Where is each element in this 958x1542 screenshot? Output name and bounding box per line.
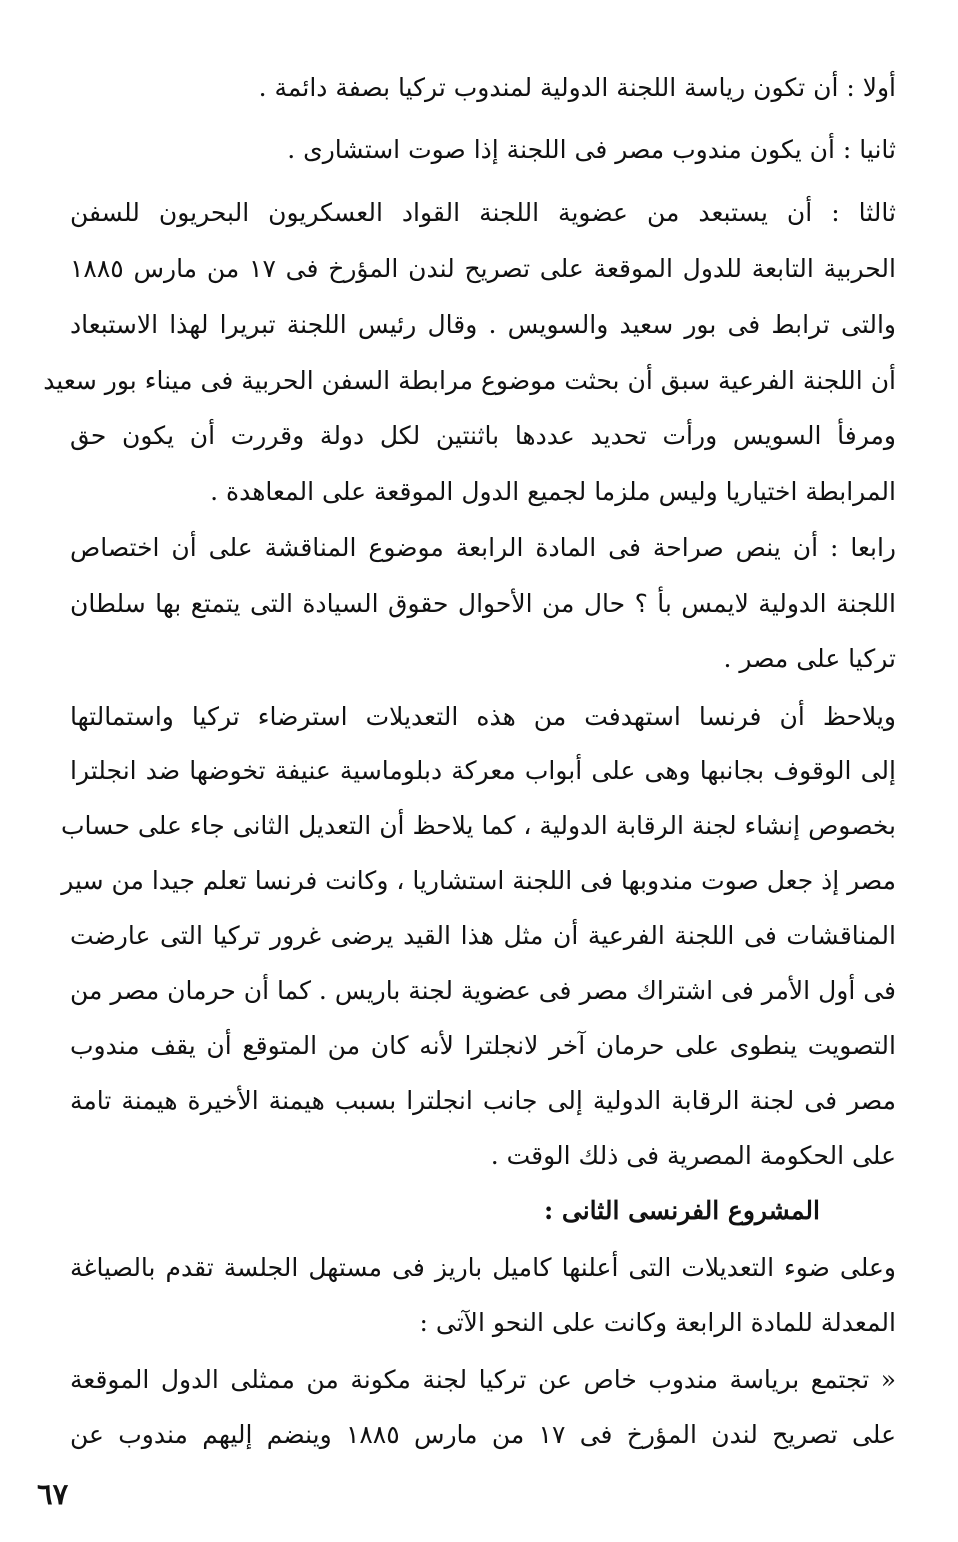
paragraph-line: أن اللجنة الفرعية سبق أن بحثت موضوع مرابطة السفن الحربية فى ميناء بور سعيد (43, 366, 896, 395)
paragraph-line: المرابطة اختياريا وليس ملزما لجميع الدول الموقعة على المعاهدة . (210, 477, 896, 506)
paragraph-line: المناقشات فى اللجنة الفرعية أن مثل هذا القيد يرضى غرور تركيا التى عارضت (70, 921, 896, 950)
paragraph-line: ثالثا : أن يستبعد من عضوية اللجنة القواد العسكريون البحريون للسفن (70, 198, 896, 227)
paragraph-line: إلى الوقوف بجانبها وهى على أبواب معركة دبلوماسية عنيفة تخوضها ضد انجلترا (70, 756, 896, 785)
paragraph-line: مصر إذ جعل صوت مندوبها فى اللجنة استشاريا ، وكانت فرنسا تعلم جيدا من سير (61, 866, 896, 895)
paragraph-line: والتى ترابط فى بور سعيد والسويس . وقال رئيس اللجنة تبريرا لهذا الاستبعاد (70, 310, 896, 339)
paragraph-line: التصويت ينطوى على حرمان آخر لانجلترا لأنه كان من المتوقع أن يقف مندوب (70, 1031, 896, 1060)
quoted-line: « تجتمع برياسة مندوب خاص عن تركيا لجنة مكونة من ممثلى الدول الموقعة (70, 1365, 896, 1394)
paragraph-line: ومرفأ السويس ورأت تحديد عددها باثنتين لكل دولة وقررت أن يكون حق (70, 421, 896, 450)
paragraph-line: على الحكومة المصرية فى ذلك الوقت . (490, 1141, 896, 1170)
paragraph-line: تركيا على مصر . (723, 644, 896, 673)
paragraph-line: ثانيا : أن يكون مندوب مصر فى اللجنة إذا صوت استشارى . (287, 135, 896, 164)
paragraph-line: رابعا : أن ينص صراحة فى المادة الرابعة موضوع المناقشة على أن اختصاص (70, 533, 896, 562)
paragraph-line: اللجنة الدولية لايمس بأ ؟ حال من الأحوال حقوق السيادة التى يتمتع بها سلطان (70, 589, 896, 618)
paragraph-line: ويلاحظ أن فرنسا استهدفت من هذه التعديلات استرضاء تركيا واستمالتها (70, 702, 896, 731)
paragraph-line: وعلى ضوء التعديلات التى أعلنها كاميل باريز فى مستهل الجلسة تقدم بالصياغة (70, 1253, 896, 1282)
page-number: ٦٧ (37, 1477, 69, 1511)
paragraph-line: المعدلة للمادة الرابعة وكانت على النحو الآتى : (419, 1308, 896, 1337)
section-heading: المشروع الفرنسى الثانى : (543, 1196, 820, 1225)
paragraph-line: مصر فى لجنة الرقابة الدولية إلى جانب انجلترا بسبب هيمنة الأخيرة هيمنة تامة (70, 1086, 896, 1115)
paragraph-line: الحربية التابعة للدول الموقعة على تصريح لندن المؤرخ فى ١٧ من مارس ١٨٨٥ (70, 254, 896, 283)
quoted-line: على تصريح لندن المؤرخ فى ١٧ من مارس ١٨٨٥ وينضم إليهم مندوب عن (70, 1420, 896, 1449)
paragraph-line: فى أول الأمر فى اشتراك مصر فى عضوية لجنة باريس . كما أن حرمان مصر من (70, 976, 896, 1005)
paragraph-line: بخصوص إنشاء لجنة الرقابة الدولية ، كما يلاحظ أن التعديل الثانى جاء على حساب (61, 811, 896, 840)
paragraph-line: أولا : أن تكون رياسة اللجنة الدولية لمندوب تركيا بصفة دائمة . (258, 73, 896, 102)
